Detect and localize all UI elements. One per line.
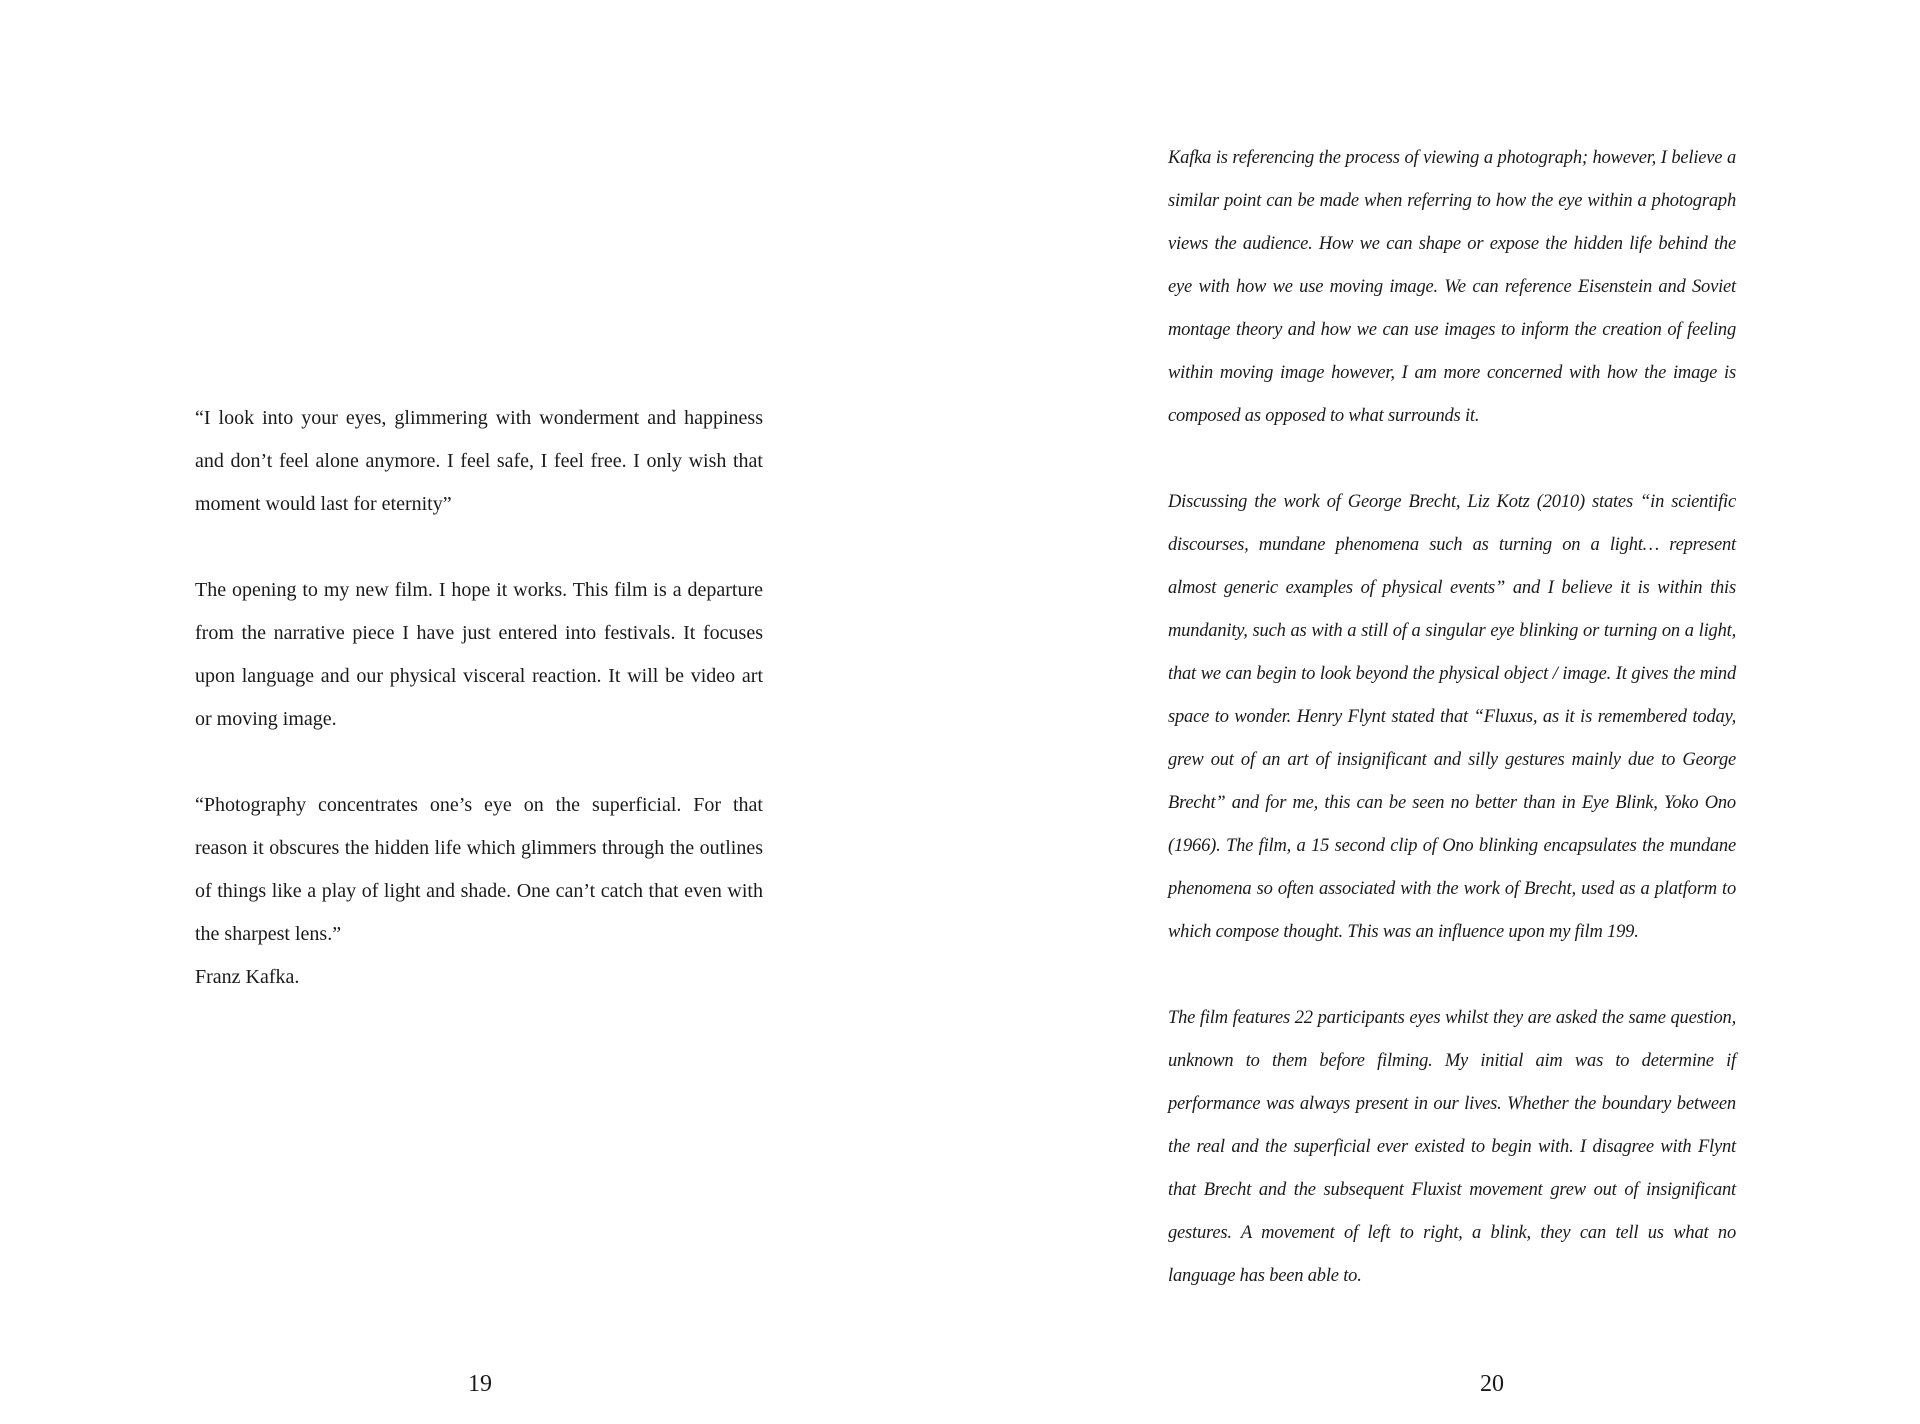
right-page xyxy=(960,0,1920,1424)
film-intro-paragraph: The opening to my new film. I hope it works. This film is a departure from the narrative piece I have just entered into festivals. It focuses upon language and our physical visceral reaction. It will be video art or moving image. xyxy=(195,579,763,730)
paragraph-gap xyxy=(195,741,763,784)
film-description-paragraph: The film features 22 participants eyes whilst they are asked the same question, unknown to them before filming. My initial aim was to determine if performance was always present in our lives. Whether the boundary between the real and the superficial ever existed to begin with. I disagree with Flynt that Brecht and the subsequent Fluxist movement grew out of insignificant gestures. A movement of left to right, a blink, they can tell us what no language has been able to. xyxy=(1168,1008,1736,1286)
paragraph-gap xyxy=(1168,954,1736,997)
right-page-body xyxy=(1168,137,1736,1298)
opening-quote-paragraph: “I look into your eyes, glimmering with wonderment and happiness and don’t feel alone anymore. I feel safe, I feel free. I only wish that moment would last for eternity” xyxy=(195,407,763,515)
left-page-body xyxy=(195,397,763,999)
brecht-discussion-paragraph: Discussing the work of George Brecht, Liz Kotz (2010) states “in scientific discourses, mundane phenomena such as turning on a light… represent almost generic examples of physical events” and I believe it is within this mundanity, such as with a still of a singular eye blinking or turning on a light, that we can begin to look beyond the physical object / image. It gives the mind space to wonder. Henry Flynt stated that “Fluxus, as it is remembered today, grew out of an art of insignificant and silly gestures mainly due to George Brecht” and for me, this can be seen no better than in Eye Blink, Yoko Ono (1966). The film, a 15 second clip of Ono blinking encapsulates the mundane phenomena so often associated with the work of Brecht, used as a platform to which compose thought. This was an influence upon my film 199. xyxy=(1168,492,1736,942)
paragraph-gap xyxy=(195,526,763,569)
paragraph-gap xyxy=(1168,438,1736,481)
kafka-commentary-paragraph: Kafka is referencing the process of viewing a photograph; however, I believe a similar point can be made when referring to how the eye within a photograph views the audience. How we can shape or expose the hidden life behind the eye with how we use moving image. We can reference Eisenstein and Soviet montage theory and how we can use images to inform the creation of feeling within moving image however, I am more concerned with how the image is composed as opposed to what surrounds it. xyxy=(1168,148,1736,426)
page-number-right: 20 xyxy=(1480,1371,1504,1397)
quote-attribution: Franz Kafka. xyxy=(195,966,300,988)
page-number-left: 19 xyxy=(468,1371,492,1397)
kafka-quote-paragraph: “Photography concentrates one’s eye on the superficial. For that reason it obscures the hidden life which glimmers through the outlines of things like a play of light and shade. One can’t catch that even with the sharpest lens.” xyxy=(195,794,763,945)
